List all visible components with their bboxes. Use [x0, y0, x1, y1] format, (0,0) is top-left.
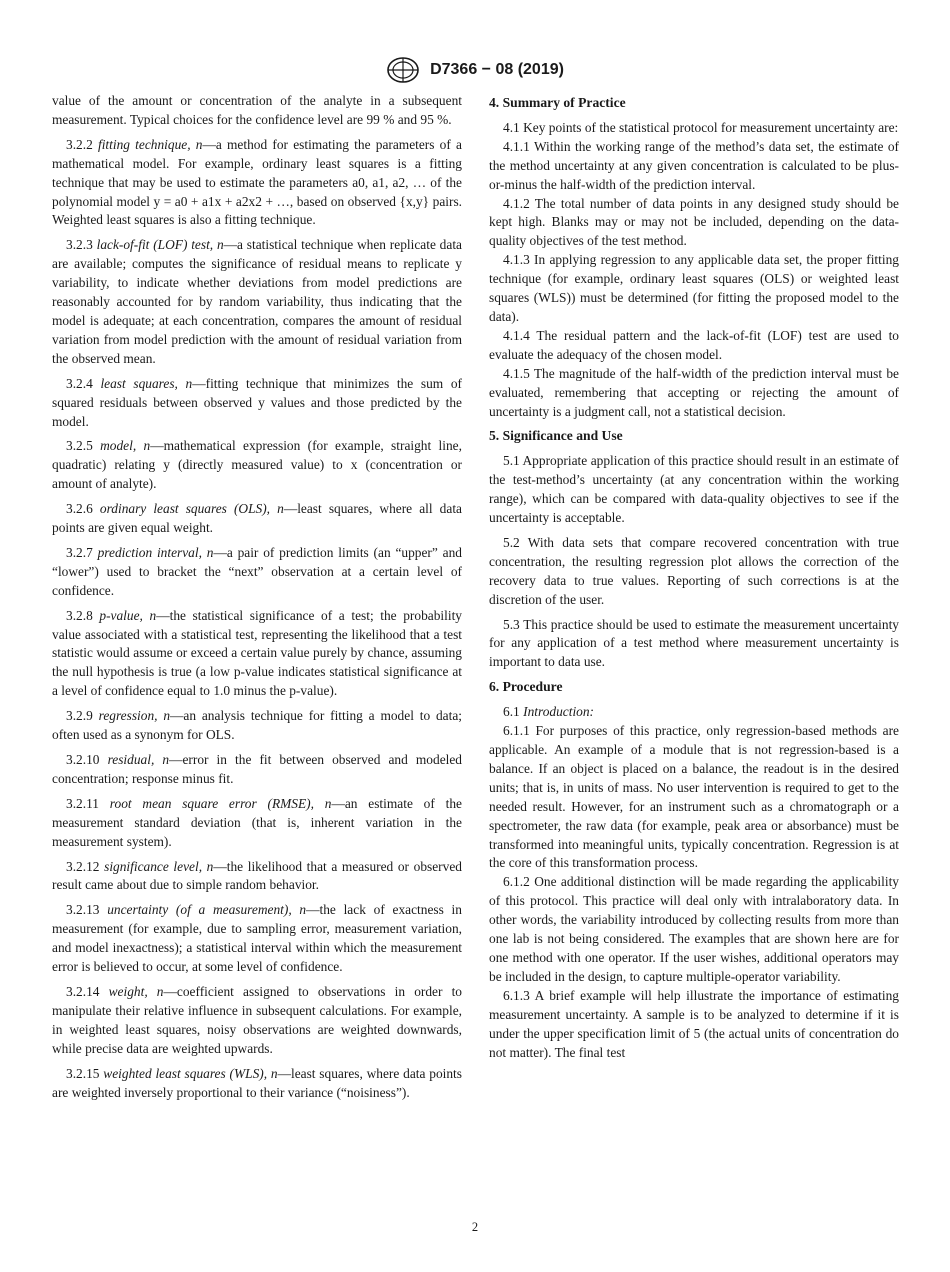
definition-term: fitting technique, n [97, 136, 203, 152]
definition-number: 3.2.9 [66, 708, 93, 724]
definition-number: 3.2.15 [66, 1065, 100, 1081]
definition-text: —mathematical expression (for example, straight line, quadratic) relating y (directly measured value) to x (concentration or amount of analyte). [52, 438, 462, 492]
section-4-heading: 4. Summary of Practice [489, 95, 626, 110]
para-6-1-1: 6.1.1 For purposes of this practice, only regression-based methods are applicable. An example of a module that is not regression-based is a balance. If an object is placed on a balance, the readout is in the desired units; that is, in units of mass. No user intervention is required to get to the needed result. However, for an instrument such as a chromatograph or a spectrometer, the raw data (for example, peak area or absorbance) must be transformed into meaningful units, typically concentration. Regression is at the core of this transformation process. [489, 723, 899, 871]
definition-number: 3.2.13 [66, 902, 100, 918]
definition-item [52, 707, 462, 745]
definition-text: —least squares, where data points are weighted inversely proportional to their variance (“noisiness”). [52, 1065, 462, 1100]
definition-item [52, 437, 462, 494]
section-6-heading: 6. Procedure [489, 679, 563, 695]
para-4-1-1: 4.1.1 Within the working range of the method’s data set, the estimate of the method uncertainty at any given concentration is calculated to be plus-or-minus the half-width of the prediction interval. [489, 138, 899, 192]
page-number: 2 [471, 1220, 479, 1234]
definition-term: lack-of-fit (LOF) test, n [96, 237, 224, 253]
definition-number: 3.2.7 [66, 544, 93, 560]
definition-item [52, 236, 462, 368]
definition-number: 3.2.6 [66, 501, 93, 517]
definition-text: —the lack of exactness in measurement (for example, due to sampling error, measurement variation, and model inexactness); a statistical interval within which the measurement error is believed to occur, at some level of confidence. [52, 902, 462, 975]
definition-term: prediction interval, n [97, 544, 214, 560]
definition-term: weight, n [108, 983, 164, 999]
definition-item [52, 607, 462, 702]
section-5-heading: 5. Significance and Use [489, 428, 623, 444]
definition-item [52, 901, 462, 977]
definition-item [52, 751, 462, 789]
definition-text: —the likelihood that a measured or observed result came about due to simple random behavior. [52, 858, 462, 893]
para-5-2: 5.2 With data sets that compare recovered concentration with true concentration, the resulting regression plot allows the correction of the recovery data to true values. Reporting of such corrections is at the discretion of the user. [489, 534, 899, 607]
definition-term: root mean square error (RMSE), n [109, 795, 332, 811]
definition-number: 3.2.5 [66, 438, 93, 454]
para-6-1-title: Introduction: [523, 704, 595, 720]
definition-number: 3.2.10 [66, 752, 100, 767]
continued-paragraph: value of the amount or concentration of the analyte in a subsequent measurement. Typical choices for the confidence level are 99 % and 95 %. [52, 93, 462, 127]
definitions-list [52, 136, 462, 1103]
definition-item [52, 375, 462, 432]
para-6-1-number: 6.1 [503, 704, 520, 720]
definition-text: —the statistical significance of a test; the probability value associated with a statistical test, representing the likelihood that a test statistic would assume or exceed a certain value purely by chance, assuming the null hypothesis is true (a low p-value indicates statistical significance at a level of confidence equal to 1.0 minus the p-value). [52, 607, 462, 699]
definition-item [52, 858, 462, 896]
para-4-1: 4.1 Key points of the statistical protocol for measurement uncertainty are: [503, 119, 899, 135]
astm-logo-icon [386, 56, 420, 84]
para-4-1-2: 4.1.2 The total number of data points in any designed study should be kept high. Blanks may or may not be included, depending on the data-quality objectives of the test method. [489, 195, 899, 249]
document-designation: D7366 − 08 (2019) [430, 61, 564, 78]
definition-number: 3.2.3 [66, 237, 93, 253]
definition-text: —coefficient assigned to observations in order to manipulate their relative influence in subsequent calculations. For example, in weighted least squares, noisy observations are weighted downwards, while precise data are weighted upwards. [52, 983, 462, 1056]
definition-term: regression, n [98, 708, 171, 724]
definition-item [52, 136, 462, 231]
page-header [0, 56, 950, 84]
definition-item [52, 500, 462, 538]
definition-text: —an analysis technique for fitting a model to data; often used as a synonym for OLS. [52, 708, 462, 743]
definition-number: 3.2.8 [66, 607, 93, 623]
para-4-1-5: 4.1.5 The magnitude of the half-width of the prediction interval must be evaluated, remembering that accepting or rejecting the amount of uncertainty is a judgment call, not a statistical decision. [489, 365, 899, 419]
right-column [489, 92, 899, 1062]
definition-term: residual, n [107, 752, 170, 767]
definition-text: —an estimate of the measurement standard deviation (that is, inherent variation in the measurement system). [52, 795, 462, 849]
para-6-1 [489, 703, 899, 722]
definition-number: 3.2.11 [66, 795, 99, 811]
definition-term: significance level, n [104, 858, 214, 874]
definition-term: least squares, n [100, 375, 193, 391]
definition-number: 3.2.14 [66, 983, 100, 999]
para-5-3: 5.3 This practice should be used to estimate the measurement uncertainty for any application of a test method where measurement uncertainty is important to data use. [489, 616, 899, 670]
definition-text: —a pair of prediction limits (an “upper” and “lower”) used to bracket the “next” observation at a certain level of confidence. [52, 544, 462, 598]
para-5-1: 5.1 Appropriate application of this practice should result in an estimate of the test-method’s uncertainty (at any concentration within the working range), which can be compared with data-quality objectives to see if the uncertainty is acceptable. [489, 453, 899, 526]
definition-item [52, 544, 462, 601]
para-6-1-2: 6.1.2 One additional distinction will be made regarding the applicability of this protocol. This practice will deal only with intralaboratory data. In other words, the variability introduced by collecting results from more than one lab is not being considered. The examples that are shown here are for one method with one operator. If the user wishes, additional operators may be included in the design, to capture multiple-operator variability. [489, 874, 899, 984]
definition-number: 3.2.12 [66, 858, 100, 874]
definition-term: uncertainty (of a measurement), n [107, 902, 307, 918]
definition-term: model, n [100, 438, 151, 454]
left-column [52, 92, 462, 1108]
definition-number: 3.2.2 [66, 136, 93, 152]
definition-term: weighted least squares (WLS), n [103, 1065, 278, 1081]
definition-text: —error in the fit between observed and modeled concentration; response minus fit. [52, 752, 462, 786]
definition-item [52, 1065, 462, 1103]
para-4-1-4: 4.1.4 The residual pattern and the lack-of-fit (LOF) test are used to evaluate the adequacy of the chosen model. [489, 327, 899, 362]
definition-text: —fitting technique that minimizes the sum of squared residuals between observed y values and those predicted by the model. [52, 375, 462, 429]
definition-term: p-value, n [99, 607, 157, 623]
definition-number: 3.2.4 [66, 375, 93, 391]
definition-item [52, 795, 462, 852]
definition-item [52, 983, 462, 1059]
definition-text: —a method for estimating the parameters of a mathematical model. For example, ordinary least squares is a fitting technique that may be used to estimate the parameters a0, a1, a2, … of the polynomial model y = a0 + a1x + a2x2 + …, based on observed {x,y} pairs. Weighted least squares is also a fitting technique. [52, 136, 462, 228]
definition-term: ordinary least squares (OLS), n [99, 501, 284, 517]
para-6-1-3: 6.1.3 A brief example will help illustrate the importance of estimating measurement uncertainty. A sample is to be analyzed to determine if it is under the upper specification limit of 5 (the actual units of concentration do not matter). The final test [489, 987, 899, 1060]
para-4-1-3: 4.1.3 In applying regression to any applicable data set, the proper fitting technique (for example, ordinary least squares (OLS) or weighted least squares (WLS)) must be determined (for fitting the proposed model to the data). [489, 252, 899, 324]
definition-text: —a statistical technique when replicate data are available; computes the significance of residual means to replicate y variability, to indicate whether deviations from model predictions are reasonably accounted for by random variability, thus indicating that the model is adequate; at each concentration, compares the amount of residual variation from model prediction with the amount of residual variation from the observed mean. [52, 237, 462, 366]
definition-text: —least squares, where all data points are given equal weight. [52, 501, 462, 536]
